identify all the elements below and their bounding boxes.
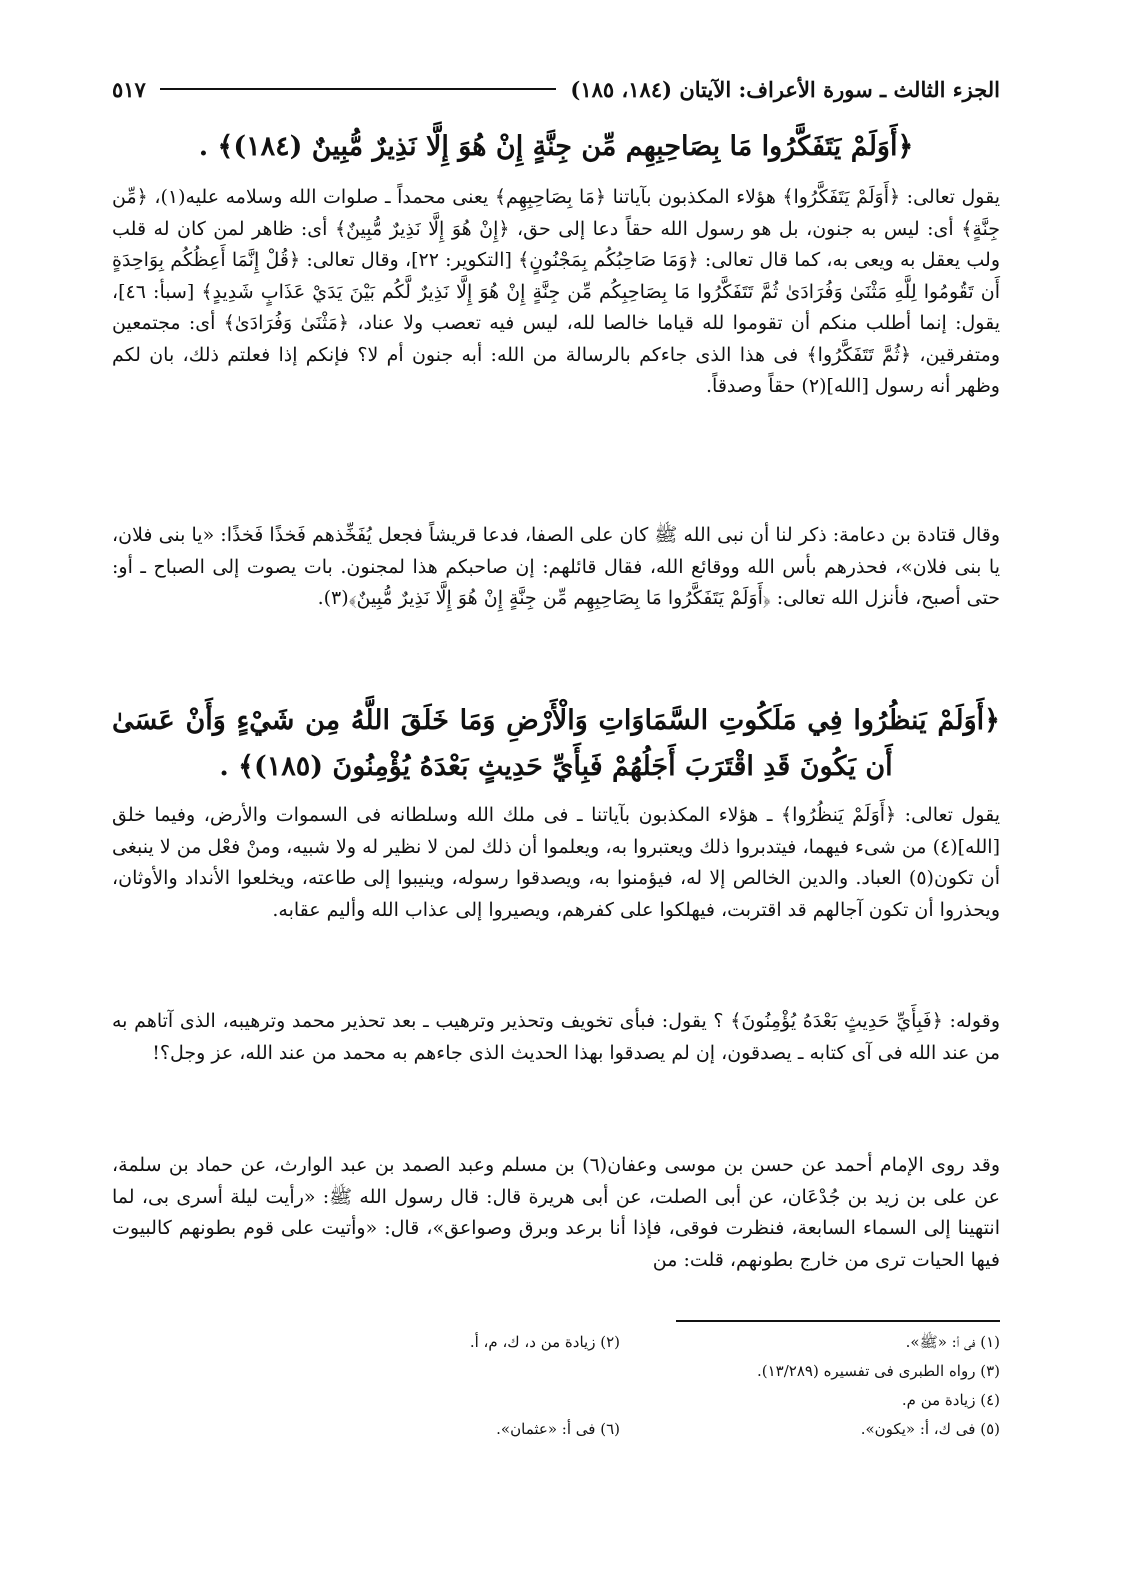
- quran-verse-185: ﴿أَوَلَمْ يَنظُرُوا فِي مَلَكُوتِ السَّمَاوَاتِ وَالْأَرْضِ وَمَا خَلَقَ اللَّهُ مِن شَيْءٍ وَأَنْ عَسَىٰ أَن يَكُونَ قَدِ اقْتَرَبَ أَجَلُهُمْ فَبِأَيِّ حَدِيثٍ بَعْدَهُ يُؤْمِنُونَ (١٨٥)﴾ .: [112, 705, 1000, 782]
- running-header: [112, 72, 1000, 106]
- hadith-paragraph: وقد روى الإمام أحمد عن حسن بن موسى وعفان(٦) بن مسلم وعبد الصمد بن عبد الوارث، عن حماد بن سلمة، عن على بن زيد بن جُدْعَان، عن أبى الصلت، عن أبى هريرة قال: قال رسول الله ﷺ: «رأيت ليلة أسرى بى، لما انتهينا إلى السماء السابعة، فنظرت فوقى، فإذا أنا برعد وبرق وصواعق»، قال: «وأتيت على قوم بطونهم كالبيوت فيها الحيات ترى من خارج بطونهم، قلت: من: [112, 1154, 1001, 1271]
- header-title: الجزء الثالث ـ سورة الأعراف: الآيتان (١٨٤، ١٨٥): [570, 76, 1000, 102]
- footnote-6: (٦) فى أ: «عثمان».: [496, 1420, 620, 1438]
- footnote-3: (٣) رواه الطبرى فى تفسيره (١٣/٢٨٩).: [756, 1362, 1000, 1380]
- footnote-1: (١) فى أ: «ﷺ».: [905, 1333, 1000, 1351]
- commentary-paragraph: يقول تعالى: ﴿أَوَلَمْ يَتَفَكَّرُوا﴾ هؤلاء المكذبون بآياتنا ﴿مَا بِصَاحِبِهِم﴾ يعنى محمداً ـ صلوات الله وسلامه عليه(١)، ﴿مِّن جِنَّةٍ﴾ أى: ليس به جنون، بل هو رسول الله حقاً دعا إلى حق، ﴿إِنْ هُوَ إِلَّا نَذِيرٌ مُّبِينٌ﴾ أى: ظاهر لمن كان له قلب ولب يعقل به ويعى به، كما قال تعالى: ﴿وَمَا صَاحِبُكُم بِمَجْنُونٍ﴾ [التكوير: ٢٢]، وقال تعالى: ﴿قُلْ إِنَّمَا أَعِظُكُم بِوَاحِدَةٍ أَن تَقُومُوا لِلَّهِ مَثْنَىٰ وَفُرَادَىٰ ثُمَّ تَتَفَكَّرُوا مَا بِصَاحِبِكُم مِّن جِنَّةٍ إِنْ هُوَ إِلَّا نَذِيرٌ لَّكُم بَيْنَ يَدَيْ عَذَابٍ شَدِيدٍ﴾ [سبأ: ٤٦]، يقول: إنما أطلب منكم أن تقوموا لله قياما خالصا لله، ليس فيه تعصب ولا عناد، ﴿مَثْنَىٰ وَفُرَادَىٰ﴾ أى: مجتمعين ومتفرقين، ﴿ثُمَّ تَتَفَكَّرُوا﴾ فى هذا الذى جاءكم بالرسالة من الله: أبه جنون أم لا؟ فإنكم إذا فعلتم ذلك، بان لكم وظهر أنه رسول [الله](٢) حقاً وصدقاً.: [112, 186, 1001, 397]
- footnote-separator: [676, 1320, 1000, 1322]
- page-number: ٥١٧: [112, 76, 146, 102]
- qatada-narration-paragraph: وقال قتادة بن دعامة: ذكر لنا أن نبى الله ﷺ كان على الصفا، فدعا قريشاً فجعل يُفَخِّذهم فَخذًا فَخذًا: «يا بنى فلان، يا بنى فلان»، فحذرهم بأس الله ووقائع الله، فقال قائلهم: إن صاحبكم هذا لمجنون. بات يصوت إلى الصباح ـ أو: حتى أصبح، فأنزل الله تعالى: ﴿أَوَلَمْ يَتَفَكَّرُوا مَا بِصَاحِبِهِم مِّن جِنَّةٍ إِنْ هُوَ إِلَّا نَذِيرٌ مُّبِينٌ﴾(٣).: [112, 524, 1000, 609]
- footnote-row: [112, 1328, 1000, 1357]
- header-rule: [160, 88, 557, 90]
- footnotes: [112, 1328, 1000, 1444]
- commentary-paragraph: وقوله: ﴿فَبِأَيِّ حَدِيثٍ بَعْدَهُ يُؤْمِنُونَ﴾ ؟ يقول: فبأى تخويف وتحذير وترهيب ـ بعد تحذير محمد وترهيبه، الذى آتاهم به من عند الله فى آى كتابه ـ يصدقون، إن لم يصدقوا بهذا الحديث الذى جاءهم به محمد من عند الله، عز وجل؟!: [112, 1010, 1000, 1064]
- commentary-paragraph: يقول تعالى: ﴿أَوَلَمْ يَنظُرُوا﴾ ـ هؤلاء المكذبون بآياتنا ـ فى ملك الله وسلطانه فى السموات والأرض، وفيما خلق [الله](٤) من شىء فيهما، فيتدبروا ذلك ويعتبروا به، ويعلموا أن ذلك لمن لا نظير له ولا شبيه، ومنْ فعْل من لا ينبغى أن تكون(٥) العباد. والدين الخالص إلا له، فيؤمنوا به، ويصدقوا رسوله، وينيبوا إلى طاعته، ويخلعوا الأنداد والأوثان، ويحذروا أن تكون آجالهم قد اقتربت، فيهلكوا على كفرهم، ويصيروا إلى عذاب الله وأليم عقابه.: [112, 804, 1001, 921]
- quran-verse-184: ﴿أَوَلَمْ يَتَفَكَّرُوا مَا بِصَاحِبِهِم مِّن جِنَّةٍ إِنْ هُوَ إِلَّا نَذِيرٌ مُّبِينٌ (١٨٤)﴾ .: [198, 131, 914, 162]
- footnote-row: [112, 1357, 1000, 1386]
- footnote-4: (٤) زيادة من م.: [901, 1391, 1000, 1409]
- footnote-2: (٢) زيادة من د، ك، م، أ.: [469, 1333, 620, 1351]
- footnote-row: [112, 1415, 1000, 1444]
- footnote-5: (٥) فى ك، أ: «يكون».: [860, 1420, 1000, 1438]
- footnote-row: [112, 1386, 1000, 1415]
